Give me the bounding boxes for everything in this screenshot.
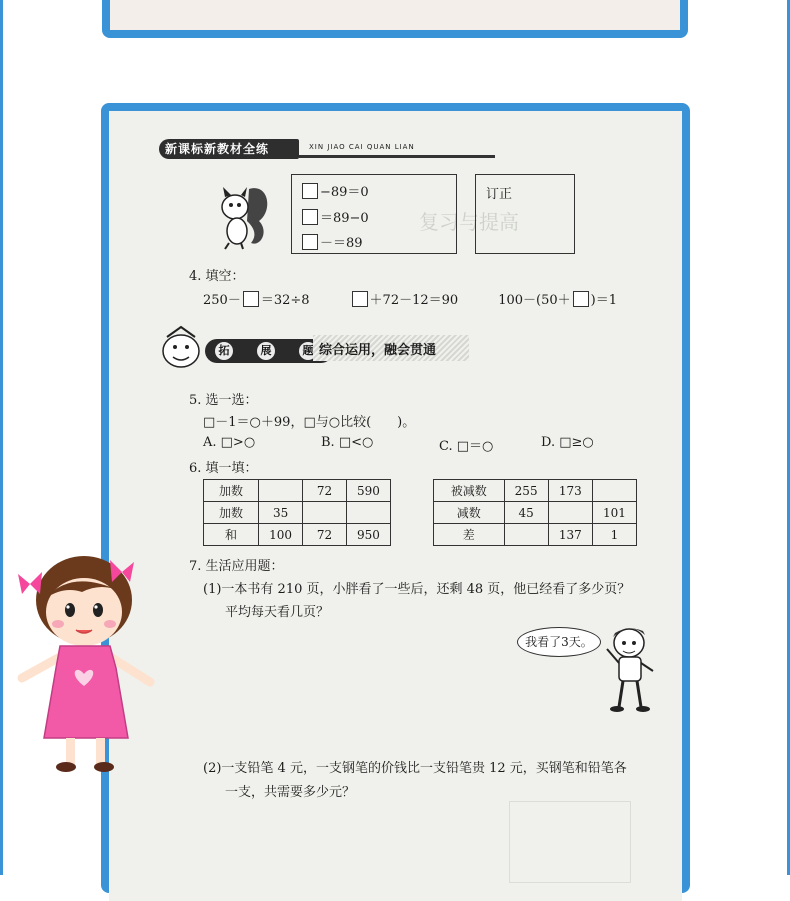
table-row	[204, 524, 391, 546]
bleed-through-heading: 复习与提高	[419, 210, 519, 234]
table-row	[434, 502, 637, 524]
option-b[interactable]: B. □<○	[321, 435, 374, 450]
table-row	[204, 502, 391, 524]
section-title: 综合运用，融会贯通	[319, 343, 437, 358]
table-row	[204, 480, 391, 502]
table-cell[interactable]	[592, 480, 636, 502]
question-7-part-2-line-1: (2)一支铅笔 4 元，一支钢笔的价钱比一支铅笔贵 12 元，买钢笔和铅笔各	[203, 761, 627, 776]
table-cell: 950	[346, 524, 390, 546]
table-cell: 加数	[204, 502, 259, 524]
table-row	[434, 480, 637, 502]
question-4-title: 4. 填空：	[189, 269, 245, 284]
equation-row	[300, 207, 369, 226]
answer-blank[interactable]	[302, 209, 318, 225]
table-cell: 减数	[434, 502, 505, 524]
previous-page-preview	[110, 0, 680, 30]
table-cell: 590	[346, 480, 390, 502]
page-header	[159, 139, 449, 161]
fill-prefix: 250－	[203, 293, 241, 308]
header-logo: 新课标新教材全练	[159, 139, 299, 159]
equation-text: －＝89	[320, 236, 363, 251]
question-4-row	[203, 289, 617, 308]
table-cell[interactable]	[303, 502, 347, 524]
fill-prefix: 100－(50＋	[498, 293, 571, 308]
boy-illustration	[603, 621, 659, 717]
answer-blank[interactable]	[573, 291, 589, 307]
table-cell: 173	[548, 480, 592, 502]
bleed-through-box	[509, 801, 631, 883]
correction-box[interactable]	[475, 174, 575, 254]
answer-blank[interactable]	[352, 291, 368, 307]
previous-page-frame	[102, 0, 688, 38]
question-6-title: 6. 填一填：	[189, 461, 258, 476]
subtraction-table	[433, 479, 637, 546]
extension-section-banner	[157, 325, 314, 371]
answer-blank[interactable]	[302, 234, 318, 250]
equation-box	[291, 174, 457, 254]
banner-char: 拓	[215, 342, 233, 360]
table-row	[434, 524, 637, 546]
table-cell[interactable]	[259, 480, 303, 502]
squirrel-illustration	[211, 181, 271, 251]
question-5-title: 5. 选一选：	[189, 393, 258, 408]
equation-row	[300, 232, 363, 251]
equation-text: ＝89−0	[320, 211, 369, 226]
table-cell: 101	[592, 502, 636, 524]
table-cell[interactable]	[346, 502, 390, 524]
table-cell: 加数	[204, 480, 259, 502]
table-cell: 72	[303, 480, 347, 502]
workbook-page	[109, 111, 682, 901]
table-cell: 被减数	[434, 480, 505, 502]
table-cell: 100	[259, 524, 303, 546]
answer-blank[interactable]	[302, 183, 318, 199]
banner-char: 题	[299, 342, 317, 360]
table-cell[interactable]	[548, 502, 592, 524]
table-cell: 和	[204, 524, 259, 546]
fill-suffix: )＝1	[590, 293, 617, 308]
table-cell: 72	[303, 524, 347, 546]
left-edge-line	[0, 0, 3, 875]
cartoon-mascot-icon	[157, 325, 207, 371]
table-cell[interactable]	[504, 524, 548, 546]
option-d[interactable]: D. □≥○	[541, 435, 594, 450]
option-c[interactable]: C. □＝○	[439, 439, 494, 454]
table-cell: 35	[259, 502, 303, 524]
banner-char: 展	[257, 342, 275, 360]
question-5-stem: □－1＝○＋99，□与○比较( )。	[203, 415, 416, 430]
correction-label: 订正	[486, 187, 513, 202]
addition-table	[203, 479, 391, 546]
table-cell: 差	[434, 524, 505, 546]
fill-suffix: ＝32÷8	[260, 293, 310, 308]
header-subtitle: XIN JIAO CAI QUAN LIAN	[309, 143, 415, 151]
fill-suffix: ＋72－12＝90	[369, 293, 459, 308]
header-rule	[299, 155, 495, 158]
table-cell: 137	[548, 524, 592, 546]
equation-row	[300, 181, 369, 200]
option-a[interactable]: A. □>○	[203, 435, 256, 450]
speech-bubble: 我看了3天。	[517, 627, 601, 657]
table-cell: 45	[504, 502, 548, 524]
equation-text: −89＝0	[320, 185, 369, 200]
question-7-part-1-line-2: 平均每天看几页？	[225, 605, 330, 620]
question-7-part-2-line-2: 一支，共需要多少元？	[225, 785, 356, 800]
table-cell: 1	[592, 524, 636, 546]
table-cell: 255	[504, 480, 548, 502]
workbook-page-frame	[101, 103, 690, 893]
question-7-part-1-line-1: (1)一本书有 210 页，小胖看了一些后，还剩 48 页，他已经看了多少页？	[203, 582, 631, 597]
answer-blank[interactable]	[243, 291, 259, 307]
girl-illustration	[12, 548, 162, 778]
question-7-title: 7. 生活应用题：	[189, 559, 284, 574]
